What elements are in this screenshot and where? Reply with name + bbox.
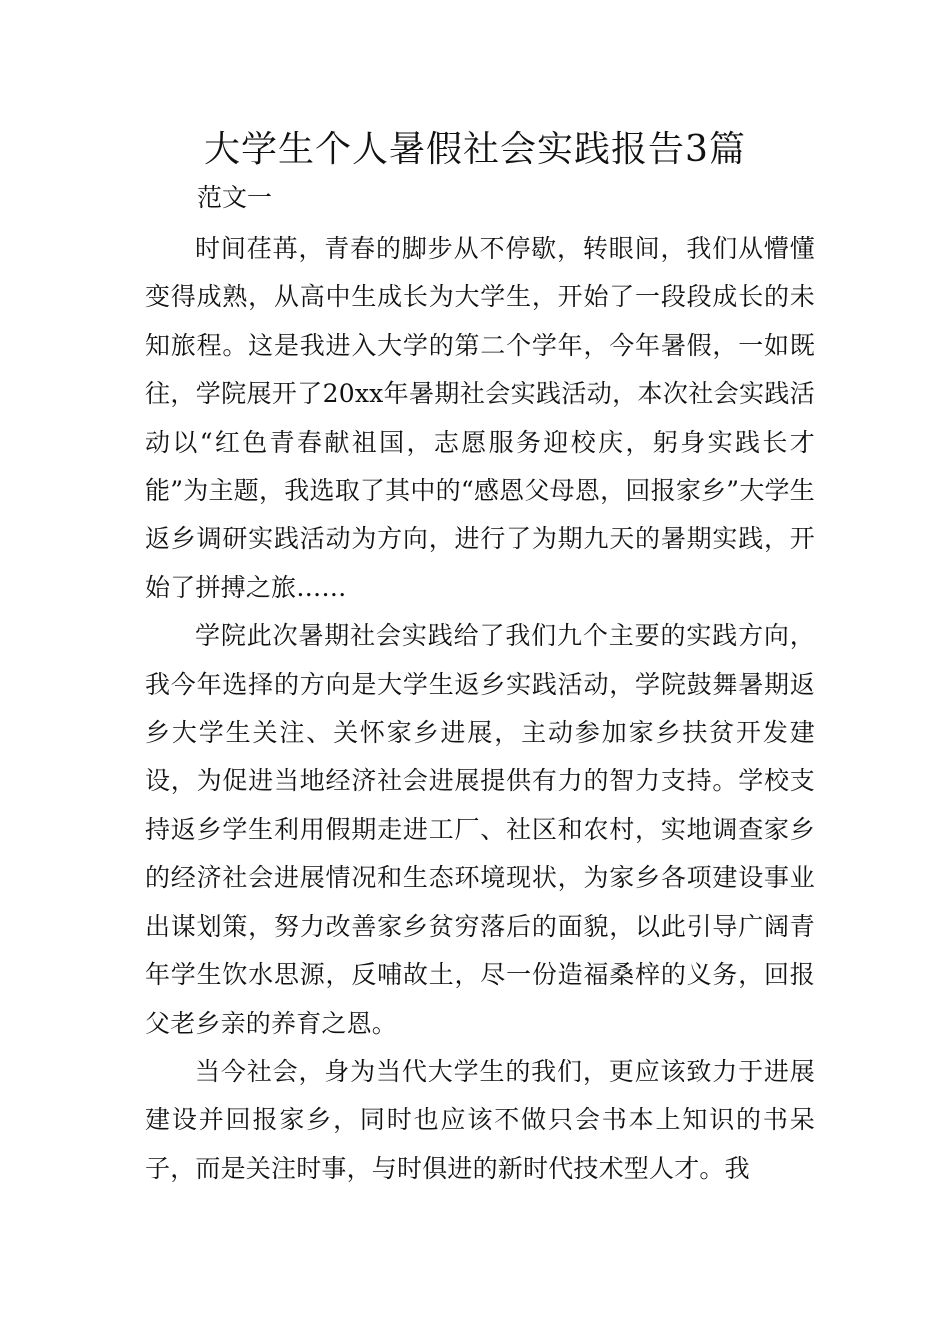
document-body [145, 225, 815, 1193]
paragraph-1: 时间荏苒，青春的脚步从不停歇，转眼间，我们从懵懂变得成熟，从高中生成长为大学生，开始了一段段成长的未知旅程。这是我进入大学的第二个学年，今年暑假，一如既往，学院展开了20xx年暑期社会实践活动，本次社会实践活动以“红色青春献祖国，志愿服务迎校庆，躬身实践长才能”为主题，我选取了其中的“感恩父母恩，回报家乡”大学生返乡调研实践活动为方向，进行了为期九天的暑期实践，开始了拼搏之旅…… [145, 234, 815, 602]
paragraph-3: 当今社会，身为当代大学生的我们，更应该致力于进展建设并回报家乡，同时也应该不做只会书本上知识的书呆子，而是关注时事，与时俱进的新时代技术型人才。我 [145, 1056, 815, 1183]
section-label: 范文一 [197, 183, 273, 212]
paragraph-2: 学院此次暑期社会实践给了我们九个主要的实践方向，我今年选择的方向是大学生返乡实践活动，学院鼓舞暑期返乡大学生关注、关怀家乡进展，主动参加家乡扶贫开发建设，为促进当地经济社会进展提供有力的智力支持。学校支持返乡学生利用假期走进工厂、社区和农村，实地调查家乡的经济社会进展情况和生态环境现状，为家乡各项建设事业出谋划策，努力改善家乡贫穷落后的面貌，以此引导广阔青年学生饮水思源，反哺故土，尽一份造福桑梓的义务，回报父老乡亲的养育之恩。 [145, 621, 815, 1038]
document-title: 大学生个人暑假社会实践报告3篇 [204, 129, 746, 170]
